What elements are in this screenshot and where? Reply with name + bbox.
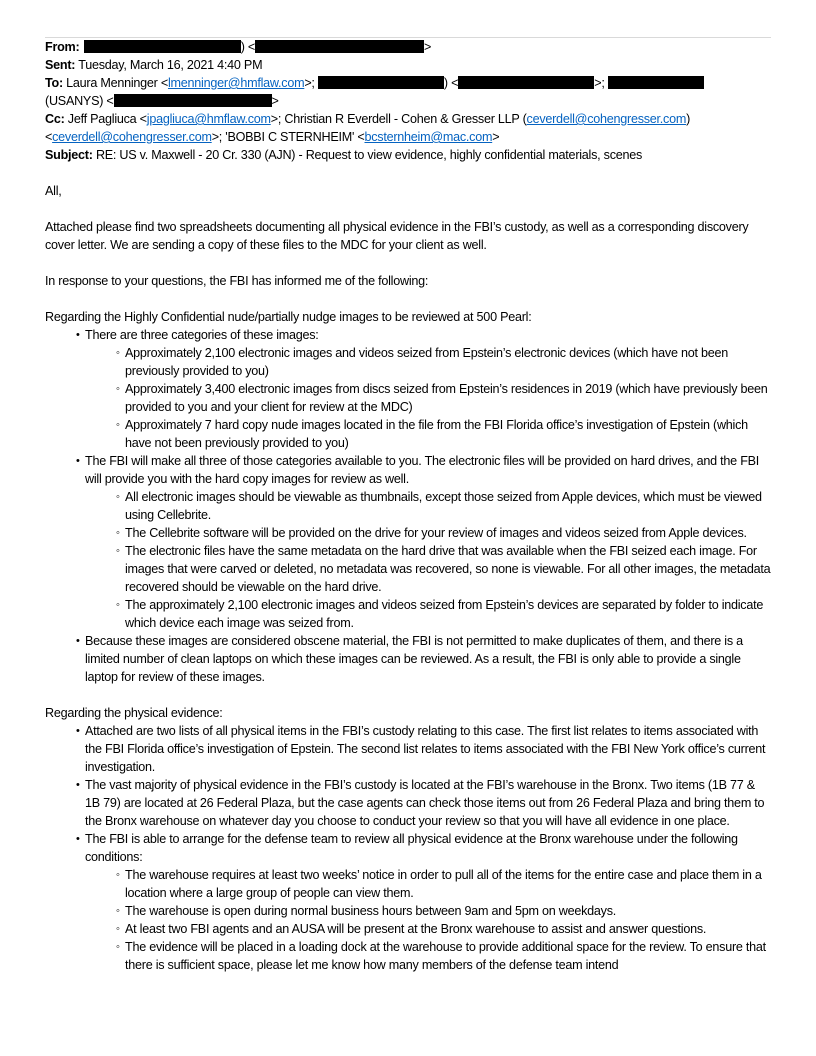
redacted-to-email-2 [458,76,594,89]
list-item-text: There are three categories of these images: [85,328,319,342]
list-item-text: Attached are two lists of all physical items in the FBI’s custody relating to this case. The first list relates to items associated with the FBI Florida office’s investigation of Epstein. The second list relates to items associated with the FBI New York office’s current investigation. [85,724,766,774]
sub-list-item: ◦ The warehouse is open during normal business hours between 9am and 5pm on weekdays. [125,902,771,920]
cc-line [45,110,771,128]
email-document [45,38,771,974]
sub-list-item: ◦ Approximately 3,400 electronic images from discs seized from Epstein’s residences in 2019 (which have previously been provided to you and your client for review at the MDC) [125,380,771,416]
to-recipient-1: Laura Menninger < [66,76,168,90]
list-item [85,830,771,974]
sent-value: Tuesday, March 16, 2021 4:40 PM [78,58,263,72]
cc-email-link-2[interactable]: ceverdell@cohengresser.com [526,112,687,126]
cc-email-link-4[interactable]: bcsternheim@mac.com [364,130,493,144]
to-label: To: [45,76,63,90]
to-email-link-1[interactable]: lmenninger@hmflaw.com [167,76,305,90]
list-item [85,722,771,776]
cc-end: > [492,130,500,144]
paragraph-attachments: Attached please find two spreadsheets documenting all physical evidence in the FBI’s custody, as well as a corresponding discovery cover letter. We are sending a copy of these files to the MDC for your client as well. [45,220,749,252]
list-item-text: Because these images are considered obscene material, the FBI is not permitted to make duplicates of them, and there is a limited number of clean laptops on which these images can be reviewed. As a result, the FBI is only able to provide a single laptop for review of these images. [85,634,743,684]
greeting: All, [45,184,62,198]
cc-recipient-2: >; Christian R Everdell - Cohen & Gresser LLP ( [270,112,527,126]
section-heading-physical: Regarding the physical evidence: [45,706,223,720]
cc-email-link-1[interactable]: jpagliuca@hmflaw.com [146,112,271,126]
list-item-text: The vast majority of physical evidence in the FBI’s custody is located at the FBI’s warehouse in the Bronx. Two items (1B 77 & 1B 79) are located at 26 Federal Plaza, but the case agents can check those items out from 26 Federal Plaza and bring them to the Bronx warehouse on whatever day you choose to conduct your review so that you will have all evidence in one place. [85,778,765,828]
redacted-to-name-3 [608,76,704,89]
cc-paren-close: ) [686,112,691,126]
list-item [85,776,771,830]
sub-list-item: ◦ The warehouse requires at least two weeks’ notice in order to pull all of the items for the entire case and place them in a location where a large group of people can view them. [125,866,771,902]
to-recipient-3-org: (USANYS) < [45,94,114,108]
images-list [45,326,771,686]
to-separator-3: >; [594,76,605,90]
sub-list-item: ◦ At least two FBI agents and an AUSA will be present at the Bronx warehouse to assist and answer questions. [125,920,771,938]
sub-list [85,344,771,452]
sub-list-item: ◦ The Cellebrite software will be provided on the drive for your review of images and videos seized from Apple devices. [125,524,771,542]
redacted-to-email-3 [114,94,272,107]
to-separator-1: >; [304,76,315,90]
from-line [45,38,771,56]
from-end: > [424,40,432,54]
cc-line-2 [45,128,771,146]
sub-list-item: ◦ The approximately 2,100 electronic images and videos seized from Epstein’s devices are separated by folder to indicate which device each image was seized from. [125,596,771,632]
redacted-from-name [84,40,241,53]
sub-list [85,866,771,974]
cc-label: Cc: [45,112,65,126]
to-separator-2: ) < [443,76,459,90]
to-line2-end: > [271,94,279,108]
section-heading-images: Regarding the Highly Confidential nude/partially nudge images to be reviewed at 500 Pearl: [45,310,532,324]
paragraph-intro: In response to your questions, the FBI has informed me of the following: [45,274,429,288]
from-separator: ) < [240,40,255,54]
sub-list [85,488,771,632]
list-item-text: The FBI is able to arrange for the defense team to review all physical evidence at the Bronx warehouse under the following conditions: [85,832,738,864]
physical-evidence-list [45,722,771,974]
cc-recipient-3: >; 'BOBBI C STERNHEIM' < [211,130,365,144]
sent-label: Sent: [45,58,76,72]
from-label: From: [45,40,80,54]
sent-line [45,56,771,74]
subject-value: RE: US v. Maxwell - 20 Cr. 330 (AJN) - Request to view evidence, highly confidential materials, scenes [95,148,643,162]
list-item-text: The FBI will make all three of those categories available to you. The electronic files will be provided on hard drives, and the FBI will provide you with the hard copy images for review as well. [85,454,760,486]
subject-label: Subject: [45,148,93,162]
subject-line [45,146,771,164]
to-line-2 [45,92,771,110]
list-item [85,326,771,452]
cc-recipient-1: Jeff Pagliuca < [67,112,147,126]
list-item [85,632,771,686]
sub-list-item: ◦ The evidence will be placed in a loading dock at the warehouse to provide additional space for the review. To ensure that there is sufficient space, please let me know how many members of the defense team intend [125,938,771,974]
sub-list-item: ◦ All electronic images should be viewable as thumbnails, except those seized from Apple devices, which must be viewed using Cellebrite. [125,488,771,524]
sub-list-item: ◦ Approximately 7 hard copy nude images located in the file from the FBI Florida office’s investigation of Epstein (which have not been previously provided to you) [125,416,771,452]
cc-open: < [45,130,53,144]
cc-email-link-3[interactable]: ceverdell@cohengresser.com [52,130,212,144]
redacted-from-email [255,40,424,53]
to-line [45,74,771,92]
redacted-to-name-2 [318,76,444,89]
sub-list-item: ◦ Approximately 2,100 electronic images and videos seized from Epstein’s electronic devices (which have not been previously provided to you) [125,344,771,380]
sub-list-item: ◦ The electronic files have the same metadata on the hard drive that was available when the FBI seized each image. For images that were carved or deleted, no metadata was recovered, so none is viewable. For all other images, the metadata recovered should be viewable on the hard drive. [125,542,771,596]
list-item [85,452,771,632]
